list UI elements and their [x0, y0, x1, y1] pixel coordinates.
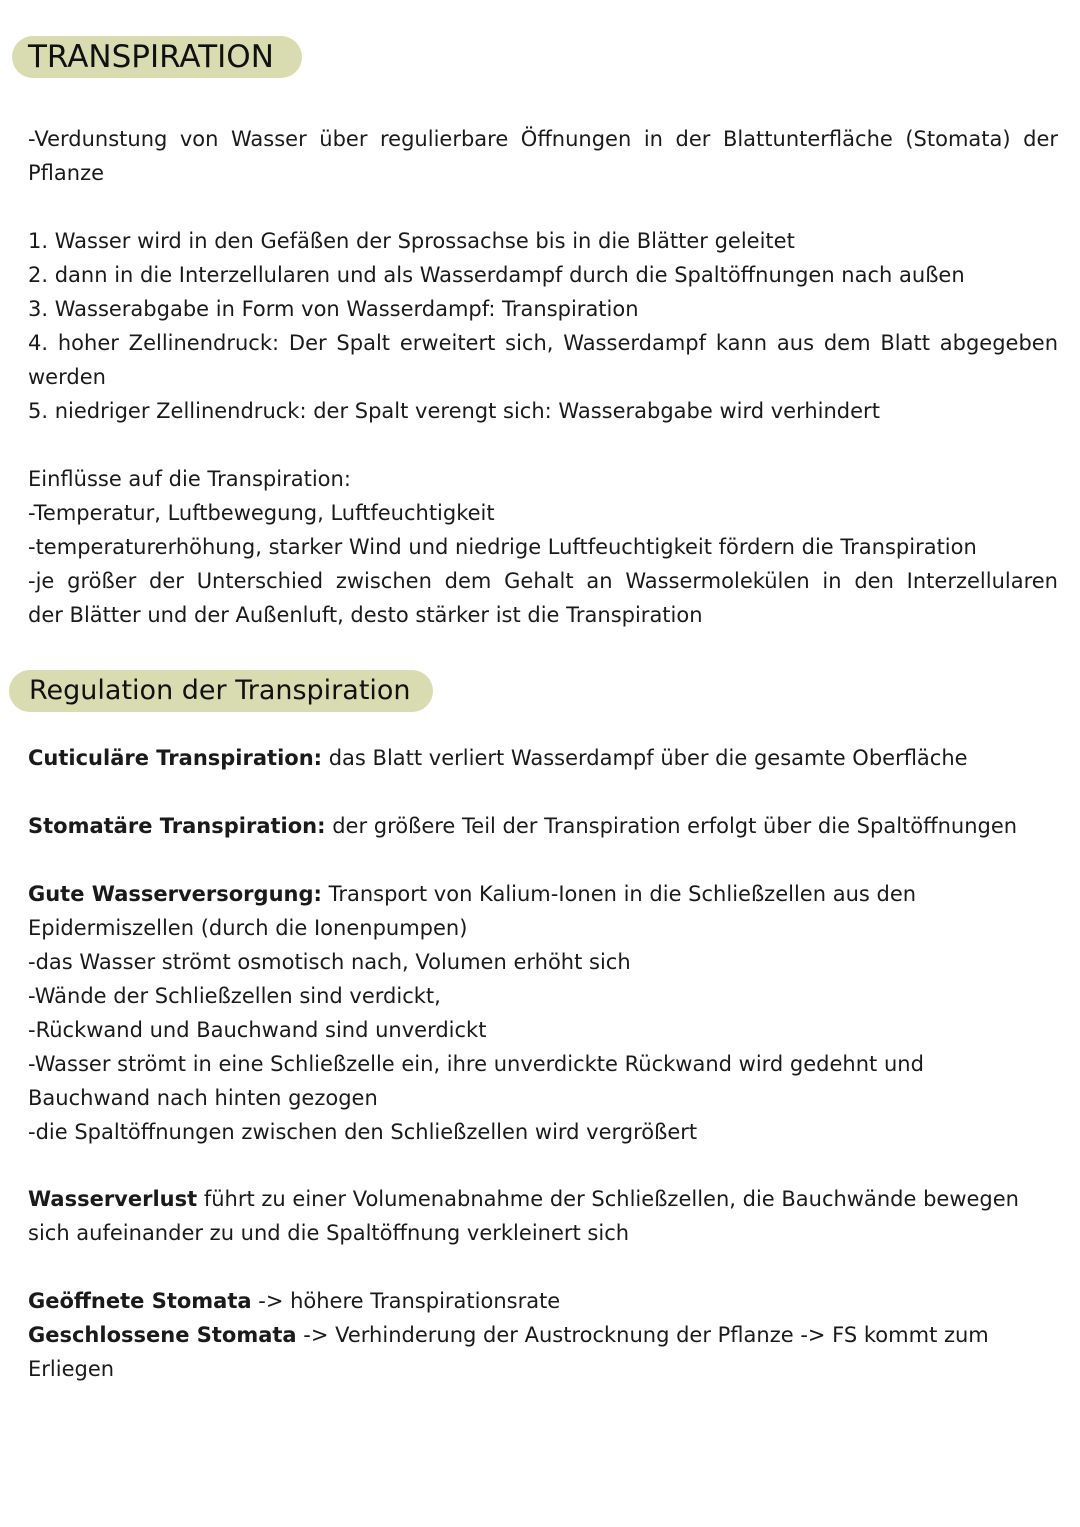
- list-item: -Wände der Schließzellen sind verdickt,: [28, 984, 441, 1008]
- list-item: -Rückwand und Bauchwand sind unverdickt: [28, 1018, 487, 1042]
- term: Cuticuläre Transpiration:: [28, 746, 323, 770]
- definition-block: [28, 122, 1058, 190]
- stomatal-paragraph: [28, 809, 1058, 843]
- influences-block: [28, 462, 1058, 632]
- list-item: Bauchwand nach hinten gezogen: [28, 1086, 378, 1110]
- water-loss-block: [28, 1182, 1058, 1250]
- definition-line: -Verdunstung von Wasser über regulierbare Öffnungen in der Blattunterfläche (Stomata) der: [28, 127, 1058, 151]
- term: Stomatäre Transpiration:: [28, 814, 326, 838]
- list-item: -das Wasser strömt osmotisch nach, Volumen erhöht sich: [28, 950, 631, 974]
- term-text: -> höhere Transpirationsrate: [251, 1289, 561, 1313]
- term-text: das Blatt verliert Wasserdampf über die gesamte Oberfläche: [322, 746, 968, 770]
- term-text: der größere Teil der Transpiration erfolgt über die Spaltöffnungen: [325, 814, 1018, 838]
- list-item: -Wasser strömt in eine Schließzelle ein, ihre unverdickte Rückwand wird gedehnt und: [28, 1052, 924, 1076]
- term: Wasserverlust: [28, 1187, 198, 1211]
- term: Geschlossene Stomata: [28, 1323, 297, 1347]
- stomata-block: [28, 1284, 1058, 1386]
- term-text: Transport von Kalium-Ionen in die Schließzellen aus den: [321, 882, 917, 906]
- list-item: 5. niedriger Zellinendruck: der Spalt verengt sich: Wasserabgabe wird verhindert: [28, 399, 880, 423]
- list-item: -temperaturerhöhung, starker Wind und niedrige Luftfeuchtigkeit fördern die Transpiration: [28, 535, 977, 559]
- section-title: Regulation der Transpiration: [9, 670, 433, 712]
- list-item: 4. hoher Zellinendruck: Der Spalt erweitert sich, Wasserdampf kann aus dem Blatt abgegeben: [28, 331, 1058, 355]
- term: Geöffnete Stomata: [28, 1289, 252, 1313]
- term: Gute Wasserversorgung:: [28, 882, 322, 906]
- influences-heading: Einflüsse auf die Transpiration:: [28, 467, 351, 491]
- page-title: TRANSPIRATION: [12, 36, 302, 78]
- good-supply-block: [28, 877, 1058, 1149]
- term-text: führt zu einer Volumenabnahme der Schließzellen, die Bauchwände bewegen: [197, 1187, 1019, 1211]
- paragraph-line: sich aufeinander zu und die Spaltöffnung verkleinert sich: [28, 1221, 630, 1245]
- list-item: -die Spaltöffnungen zwischen den Schließzellen wird vergrößert: [28, 1120, 698, 1144]
- list-item: werden: [28, 365, 106, 389]
- list-item: 2. dann in die Interzellularen und als Wasserdampf durch die Spaltöffnungen nach außen: [28, 263, 965, 287]
- cuticular-paragraph: [28, 741, 1058, 775]
- list-item: -je größer der Unterschied zwischen dem Gehalt an Wassermolekülen in den Interzellularen: [28, 569, 1058, 593]
- paragraph-line: Epidermiszellen (durch die Ionenpumpen): [28, 916, 468, 940]
- steps-list: [28, 224, 1058, 428]
- list-item: 3. Wasserabgabe in Form von Wasserdampf: Transpiration: [28, 297, 639, 321]
- definition-line: Pflanze: [28, 161, 105, 185]
- list-item: -Temperatur, Luftbewegung, Luftfeuchtigkeit: [28, 501, 495, 525]
- paragraph-line: Erliegen: [28, 1357, 115, 1381]
- term-text: -> Verhinderung der Austrocknung der Pflanze -> FS kommt zum: [296, 1323, 989, 1347]
- list-item: der Blätter und der Außenluft, desto stärker ist die Transpiration: [28, 603, 703, 627]
- list-item: 1. Wasser wird in den Gefäßen der Sprossachse bis in die Blätter geleitet: [28, 229, 795, 253]
